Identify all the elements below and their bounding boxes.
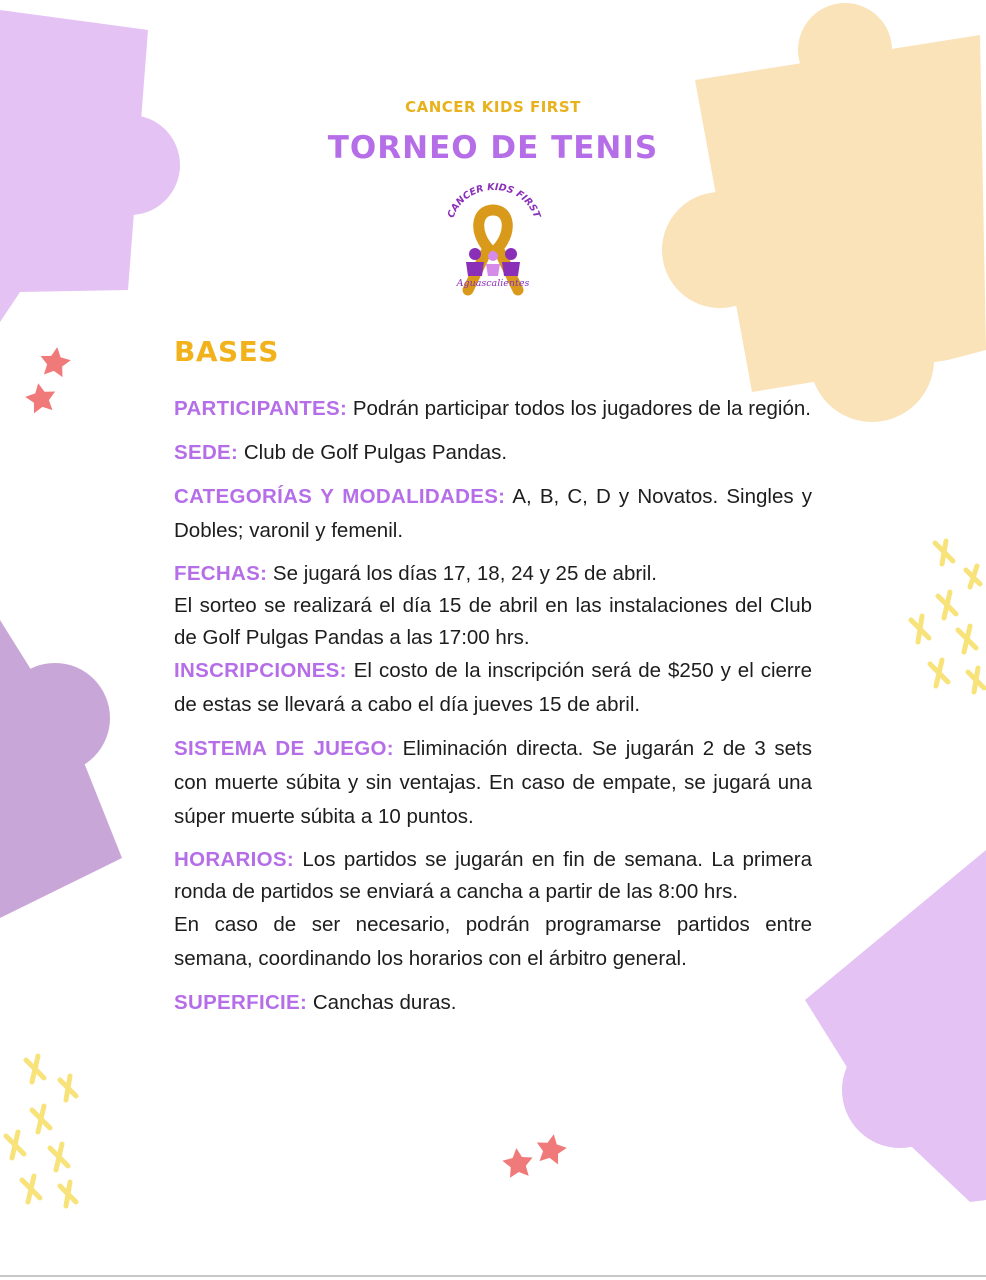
rule-participantes <box>174 392 812 426</box>
logo-arc-text: CANCER KIDS FIRST <box>445 182 543 220</box>
page-title: TORNEO DE TENIS <box>327 130 659 166</box>
rule-text: Club de Golf Pulgas Pandas. <box>243 441 508 464</box>
section-heading-bases: BASES <box>174 335 279 368</box>
rule-text: Se jugará los días 17, 18, 24 y 25 de abril. <box>272 562 657 585</box>
org-name: CANCER KIDS FIRST <box>405 98 581 116</box>
rule-label: SUPERFICIE: <box>174 991 308 1014</box>
rule-label: FECHAS: <box>174 562 268 585</box>
kids-icon <box>466 248 520 276</box>
rule-label: CATEGORÍAS Y MODALIDADES: <box>174 485 506 508</box>
rule-label: PARTICIPANTES: <box>174 397 348 420</box>
crosses-bottom-left <box>6 1056 76 1206</box>
rule-text: A, B, C, D y Novatos. Singles y Dobles; varonil y femenil. <box>174 485 812 542</box>
puzzle-piece-left <box>0 620 122 918</box>
rules-list <box>174 392 812 1030</box>
rule-horarios <box>174 844 812 908</box>
stars-left <box>23 345 72 414</box>
rule-text: El sorteo se realizará el día 15 de abril en las instalaciones del Club de Golf Pulgas Pandas a las 17:00 hrs. <box>174 594 812 649</box>
rule-label: SISTEMA DE JUEGO: <box>174 737 394 760</box>
rule-text: Podrán participar todos los jugadores de la región. <box>352 397 811 420</box>
rule-text: El costo de la inscripción será de $250 y el cierre de estas se llevará a cabo el día jueves 15 de abril. <box>174 659 812 716</box>
puzzle-piece-bottom-right <box>805 850 986 1202</box>
rule-sede <box>174 436 812 470</box>
rule-label: SEDE: <box>174 441 239 464</box>
rule-label: HORARIOS: <box>174 848 295 871</box>
rule-label: INSCRIPCIONES: <box>174 659 347 682</box>
rule-text: Canchas duras. <box>312 991 457 1014</box>
rule-text: En caso de ser necesario, podrán programarse partidos entre semana, coordinando los horarios con el árbitro general. <box>174 913 812 970</box>
rule-superficie <box>174 986 812 1020</box>
puzzle-piece-top-right <box>662 3 986 422</box>
rule-horarios-extra <box>174 908 812 976</box>
cancer-ribbon-logo <box>438 182 548 302</box>
rule-fechas <box>174 558 812 590</box>
rule-sistema-de-juego <box>174 732 812 834</box>
stars-bottom <box>501 1132 569 1179</box>
rule-text: Los partidos se jugarán en fin de semana. La primera ronda de partidos se enviará a cancha a partir de las 8:00 hrs. <box>174 848 812 903</box>
crosses-right <box>911 541 984 692</box>
puzzle-piece-top-left <box>0 10 180 322</box>
rule-inscripciones <box>174 654 812 722</box>
rule-sorteo <box>174 590 812 654</box>
logo-script-text: Aguascalientes <box>456 278 530 289</box>
rule-text: Eliminación directa. Se jugarán 2 de 3 sets con muerte súbita y sin ventajas. En caso de empate, se jugará una súper muerte súbita a 10 puntos. <box>174 737 812 828</box>
rule-categorias <box>174 480 812 548</box>
page-bottom-divider <box>0 1275 986 1277</box>
